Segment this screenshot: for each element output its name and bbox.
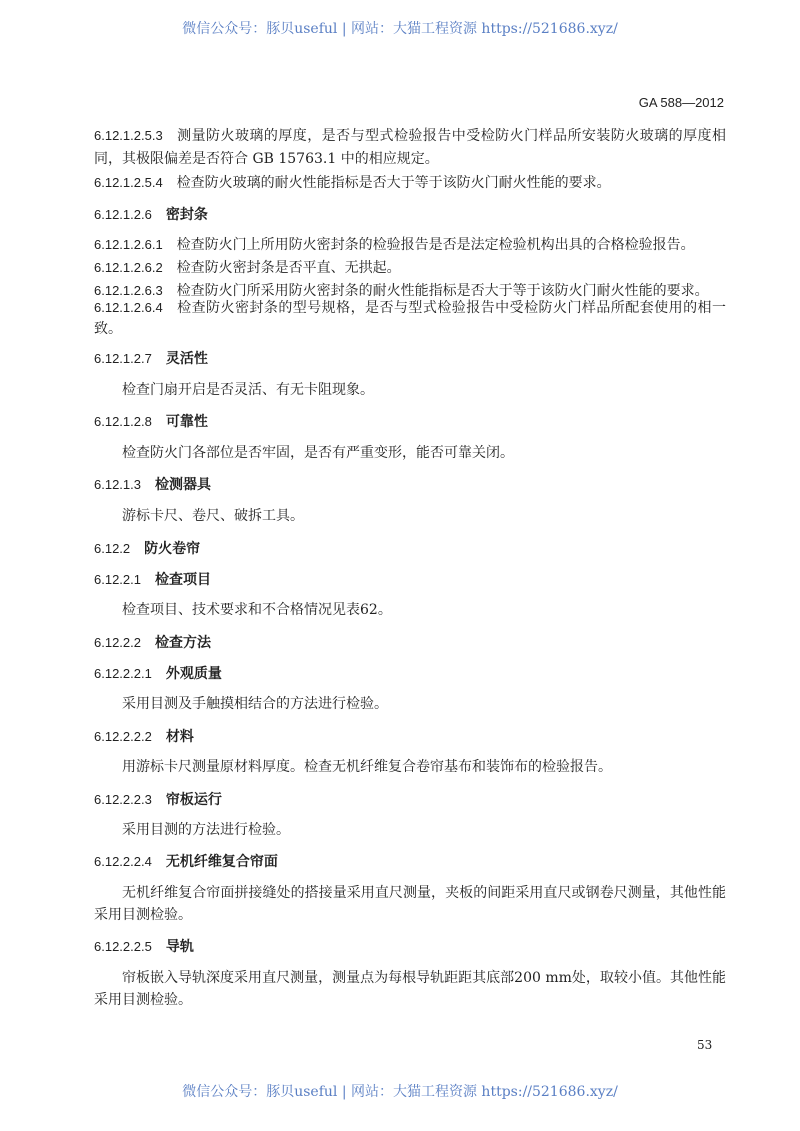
clause-number: 6.12.1.2.5.4 (94, 175, 163, 190)
clause-number: 6.12.1.2.6 (94, 207, 152, 222)
paragraph: 检查门扇开启是否灵活、有无卡阻现象。 (122, 382, 374, 398)
clause (94, 171, 726, 195)
section-heading (94, 347, 726, 371)
page-number: 53 (697, 1038, 713, 1052)
clause-text: 检查防火门所采用防火密封条的耐火性能指标是否大于等于该防火门耐火性能的要求。 (176, 283, 709, 299)
clause-text: 检查防火密封条是否平直、无拱起。 (176, 260, 401, 276)
clause-number: 6.12.2.2 (94, 635, 141, 650)
paragraph: 检查项目、技术要求和不合格情况见表62。 (122, 602, 392, 618)
section-heading (94, 473, 726, 497)
heading-title: 帘板运行 (165, 792, 222, 808)
heading-title: 无机纤维复合帘面 (165, 854, 278, 870)
heading-title: 检测器具 (155, 477, 211, 493)
clause-number: 6.12.2.2.4 (94, 854, 152, 869)
paragraph: 检查防火门各部位是否牢固，是否有严重变形，能否可靠关闭。 (122, 445, 514, 461)
heading-title: 外观质量 (165, 666, 222, 682)
paragraph: 采用目测的方法进行检验。 (122, 822, 290, 838)
clause-number: 6.12.1.2.7 (94, 351, 152, 366)
clause-number: 6.12.2.2.3 (94, 792, 152, 807)
paragraph: 无机纤维复合帘面拼接缝处的搭接量采用直尺测量，夹板的间距采用直尺或钢卷尺测量，其他性能采用目测检验。 (94, 885, 726, 923)
clause-number: 6.12.2.2.1 (94, 666, 152, 681)
clause-number: 6.12.2.2.5 (94, 939, 152, 954)
clause-number: 6.12.2.2.2 (94, 729, 152, 744)
clause-number: 6.12.1.2.6.3 (94, 283, 163, 298)
clause (94, 233, 726, 257)
heading-title: 检查方法 (155, 635, 211, 651)
heading-title: 导轨 (165, 939, 194, 955)
section-heading (94, 850, 726, 874)
standard-code: GA 588—2012 (638, 95, 724, 110)
section-heading (94, 935, 726, 959)
section-heading (94, 568, 726, 592)
heading-title: 可靠性 (165, 414, 208, 430)
heading-title: 灵活性 (165, 351, 208, 367)
clause-text: 测量防火玻璃的厚度，是否与型式检验报告中受检防火门样品所安装防火玻璃的厚度相同，其极限偏差是否符合 GB 15763.1 中的相应规定。 (94, 128, 726, 167)
heading-title: 检查项目 (155, 572, 211, 588)
clause-number: 6.12.2 (94, 541, 131, 556)
section-heading (94, 631, 726, 655)
watermark-header: 微信公众号：豚贝useful | 网站：大猫工程资源 https://521686.xyz/ (182, 21, 618, 37)
paragraph: 帘板嵌入导轨深度采用直尺测量，测量点为每根导轨距距其底部200 mm处，取较小值。其他性能采用目测检验。 (94, 970, 726, 1008)
section-heading (94, 410, 726, 434)
clause-number: 6.12.1.2.6.1 (94, 237, 163, 252)
paragraph: 游标卡尺、卷尺、破拆工具。 (122, 508, 304, 524)
heading-title: 防火卷帘 (144, 541, 201, 557)
clause (94, 256, 726, 280)
clause-number: 6.12.1.2.6.4 (94, 300, 163, 315)
clause-number: 6.12.2.1 (94, 572, 141, 587)
watermark-footer: 微信公众号：豚贝useful | 网站：大猫工程资源 https://521686.xyz/ (182, 1084, 618, 1100)
clause-number: 6.12.1.2.8 (94, 414, 152, 429)
clause-text: 检查防火密封条的型号规格，是否与型式检验报告中受检防火门样品所配套使用的相一致。 (94, 300, 726, 337)
heading-title: 密封条 (165, 207, 208, 223)
section-heading (94, 725, 726, 749)
section-heading (94, 788, 726, 812)
heading-title: 材料 (165, 729, 194, 745)
section-heading (94, 662, 726, 686)
clause-text: 检查防火门上所用防火密封条的检验报告是否是法定检验机构出具的合格检验报告。 (176, 237, 695, 253)
section-heading (94, 203, 726, 227)
clause-text: 检查防火玻璃的耐火性能指标是否大于等于该防火门耐火性能的要求。 (176, 175, 611, 191)
clause (94, 297, 726, 340)
paragraph: 用游标卡尺测量原材料厚度。检查无机纤维复合卷帘基布和装饰布的检验报告。 (122, 759, 612, 775)
clause-number: 6.12.1.2.5.3 (94, 128, 163, 143)
paragraph: 采用目测及手触摸相结合的方法进行检验。 (122, 696, 388, 712)
clause (94, 124, 726, 171)
clause-number: 6.12.1.2.6.2 (94, 260, 163, 275)
clause-number: 6.12.1.3 (94, 477, 141, 492)
section-heading (94, 537, 726, 561)
